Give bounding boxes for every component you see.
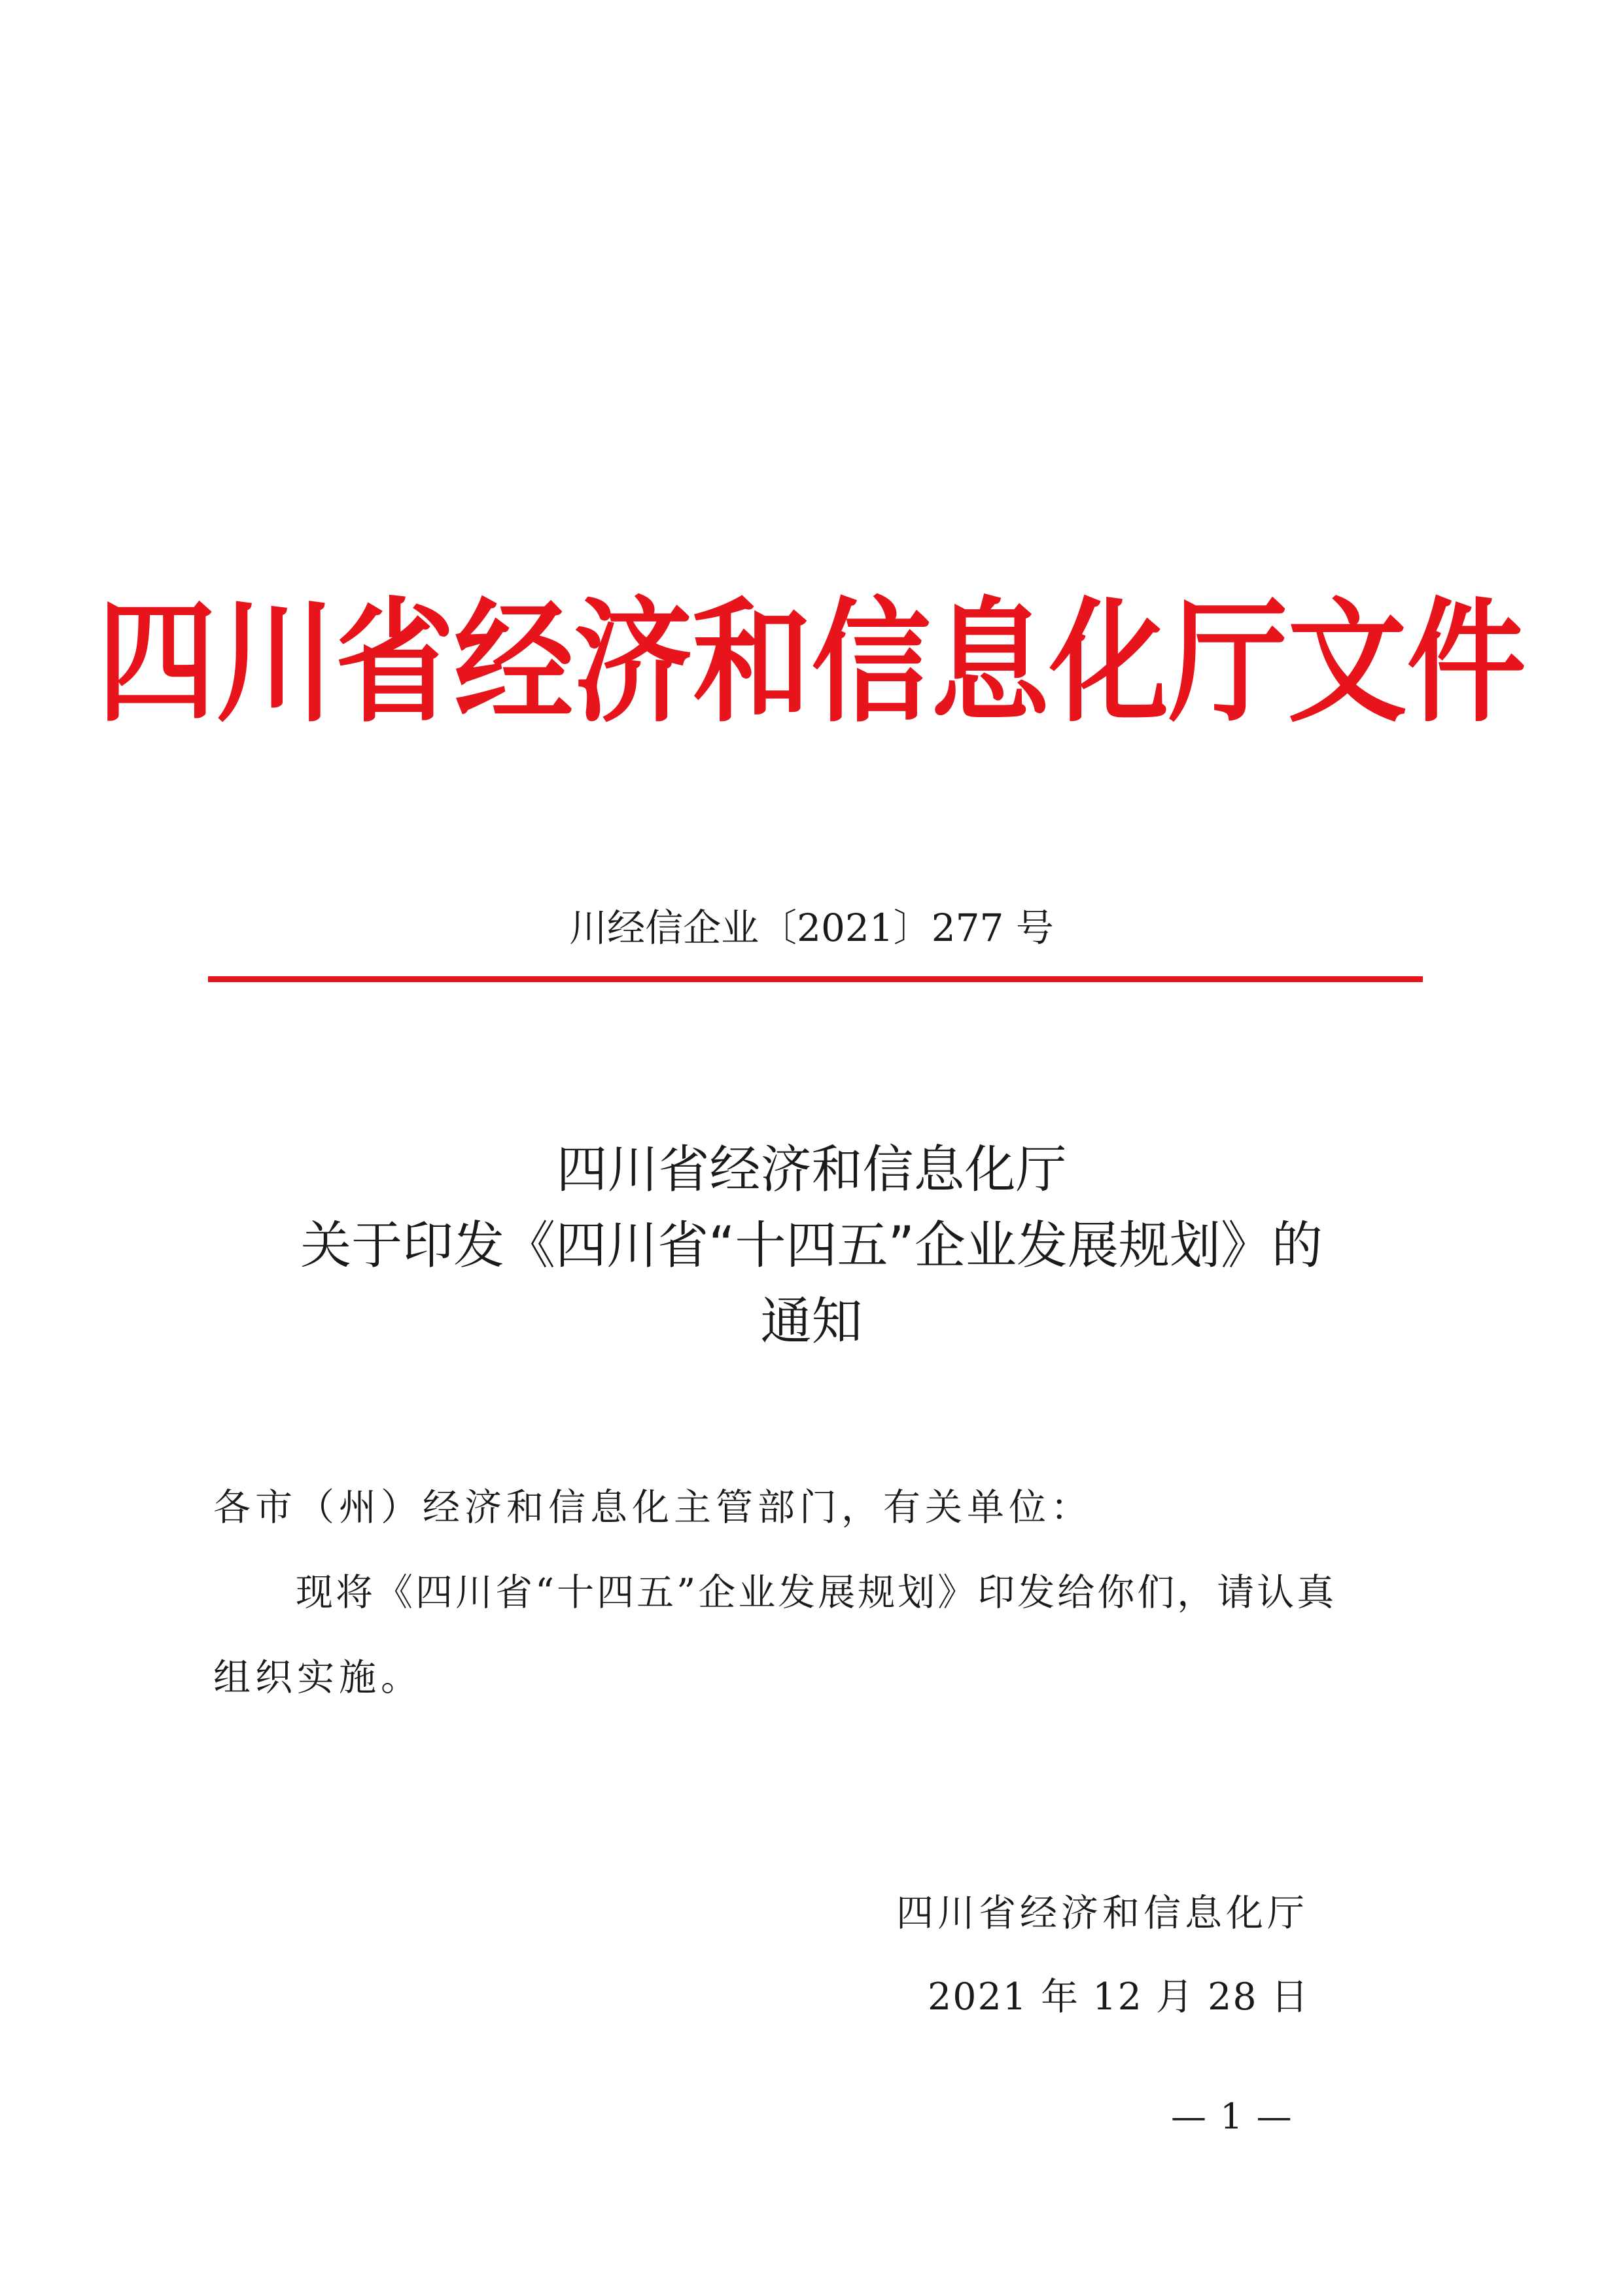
document-number: 川经信企业〔2021〕277 号 bbox=[569, 906, 1054, 950]
notice-title bbox=[0, 1132, 1623, 1360]
body-paragraph-line-2: 组织实施。 bbox=[213, 1656, 423, 1699]
notice-title-line-2: 关于印发《四川省“十四五”企业发展规划》的 bbox=[300, 1216, 1323, 1275]
document-header-title: 四川省经济和信息化厅文件 bbox=[97, 584, 1526, 741]
body-paragraph-line-1: 现将《四川省“十四五”企业发展规划》印发给你们，请认真 bbox=[296, 1571, 1337, 1614]
notice-title-line-1: 四川省经济和信息化厅 bbox=[556, 1140, 1067, 1199]
recipients-line: 各市（州）经济和信息化主管部门，有关单位： bbox=[213, 1486, 1092, 1529]
red-divider-line bbox=[208, 976, 1423, 982]
page-number: — 1 — bbox=[1171, 2096, 1293, 2137]
notice-title-line-3: 通知 bbox=[760, 1292, 863, 1351]
signature-organization: 四川省经济和信息化厅 bbox=[896, 1892, 1308, 1935]
signature-date: 2021 年 12 月 28 日 bbox=[928, 1975, 1310, 2019]
